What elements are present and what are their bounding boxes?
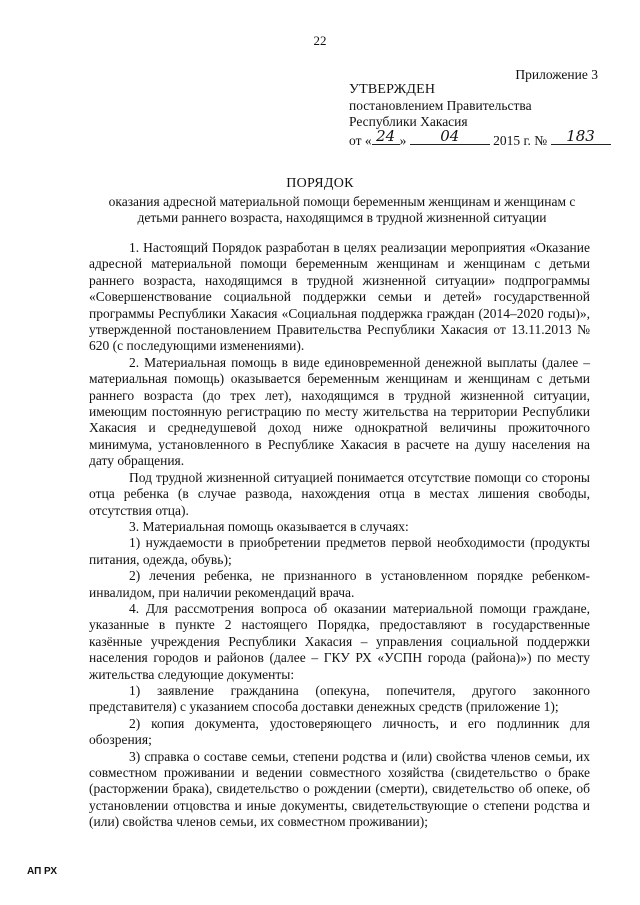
approval-date-line <box>349 127 611 149</box>
date-prefix: от « <box>349 133 372 148</box>
page-number: 22 <box>313 33 327 48</box>
paragraph: 3. Материальная помощь оказывается в случаях: <box>129 518 409 534</box>
footer-mark: АП РХ <box>27 866 58 877</box>
document-subtitle: оказания адресной материальной помощи беременным женщинам и женщинам с детьми раннего возраста, находящимся в трудной жизненной ситуации <box>108 194 576 225</box>
paragraph: 2) лечения ребенка, не признанного в установленном порядке ребенком-инвалидом, при наличии рекомендаций врача. <box>89 568 590 600</box>
paragraph: 3) справка о составе семьи, степени родства и (или) свойства членов семьи, их совместном проживании и ведении совместного хозяйства (свидетельство о браке (расторжении брака), свидетельство о рождении (смерти), свидетельство об опеке, об установлении отцовства и иные документы, свидетельствующие о степени родства и (или) свойства членов семьи, их совместном проживании); <box>89 748 590 830</box>
day-field <box>372 127 400 145</box>
paragraph: 1) нуждаемости в приобретении предметов первой необходимости (продукты питания, одежда, обувь); <box>89 535 590 567</box>
month-value: 04 <box>440 127 460 145</box>
approval-line-1: постановлением Правительства <box>349 98 532 113</box>
year-text: 2015 г. № <box>493 133 548 148</box>
paragraph: 1. Настоящий Порядок разработан в целях реализации мероприятия «Оказание адресной материальной помощи беременным женщинам и женщинам с детьми раннего возраста, находящимся в трудной жизненной ситуации» подпрограммы «Совершенствование социальной поддержки семьи и детей» государственной программы Республики Хакасия «Социальная поддержка граждан (2014–2020 годы)», утвержденной постановлением Правительства Республики Хакасия от 13.11.2013 № 620 (с последующими изменениями). <box>89 240 590 354</box>
appendix-label: Приложение 3 <box>515 67 598 82</box>
paragraph: 1) заявление гражданина (опекуна, попечителя, другого законного представителя) с указанием способа доставки денежных средств (приложение 1); <box>89 682 590 715</box>
approval-block <box>349 82 611 149</box>
document-body <box>89 240 590 831</box>
date-separator: » <box>399 133 407 148</box>
month-field <box>410 127 490 145</box>
document-title: ПОРЯДОК <box>286 176 354 191</box>
paragraph: 2) копия документа, удостоверяющего личность, и его подлинник для обозрения; <box>89 715 590 748</box>
paragraph: Под трудной жизненной ситуацией понимается отсутствие помощи со стороны отца ребенка (в случае развода, нахождения отца в местах лишения свободы, отсутствия отца). <box>89 469 590 518</box>
approval-line-2: Республики Хакасия <box>349 114 468 129</box>
paragraph: 2. Материальная помощь в виде единовременной денежной выплаты (далее – материальная помощь) оказывается беременным женщинам и женщинам с детьми раннего возраста (до трех лет), находящимся в трудной жизненной ситуации, имеющим постоянную регистрацию по месту жительства на территории Республики Хакасия и среднедушевой доход ниже однократной величины прожиточного минимума, установленного в Республике Хакасия в расчете на душу населения на дату обращения. <box>89 354 590 469</box>
approved-heading: УТВЕРЖДЕН <box>349 82 436 97</box>
number-value: 183 <box>566 127 595 145</box>
number-field <box>551 127 611 145</box>
paragraph: 4. Для рассмотрения вопроса об оказании материальной помощи граждане, указанные в пункте 2 настоящего Порядка, предоставляют в государственные казённые учреждения Республики Хакасия – управления социальной поддержки населения городов и районов (далее – ГКУ РХ «УСПН города (района)») по месту жительства следующие документы: <box>89 600 590 682</box>
day-value: 24 <box>376 127 396 145</box>
